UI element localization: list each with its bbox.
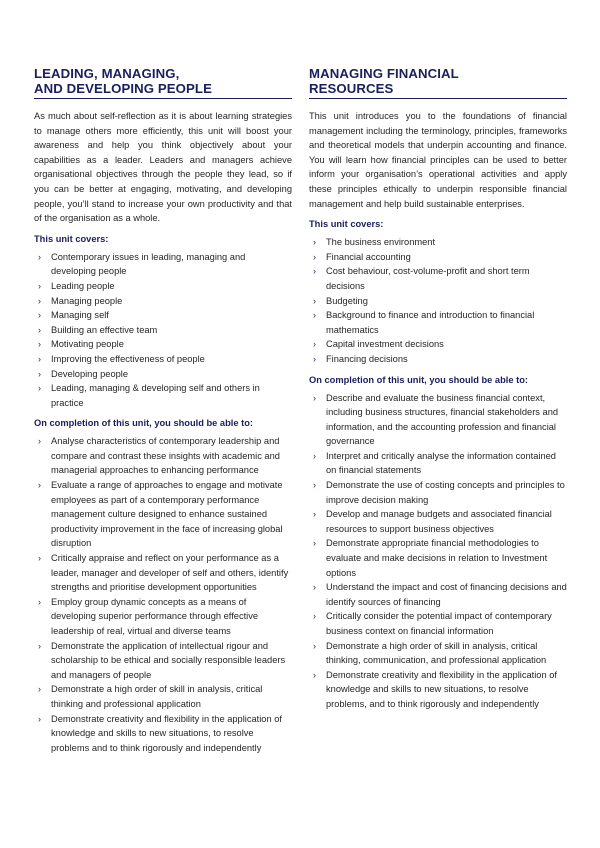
chevron-right-icon: ›: [313, 295, 316, 306]
unit-title: [309, 67, 567, 99]
list-item: [34, 712, 292, 756]
list-item: [34, 279, 292, 294]
list-item: [34, 434, 292, 478]
chevron-right-icon: ›: [38, 353, 41, 364]
unit-intro: As much about self-reflection as it is about learning strategies to manage others more efficiently, this unit will boost your awareness and help you think objectively about your capabilities as a leader. Leaders and managers achieve organisational objectives through the people they lead, so if you can be better at engaging, motivating, and developing people, you’ll stand to increase your own productivity and that of the organisation as a whole.: [34, 111, 292, 224]
list-item-text: Demonstrate the use of costing concepts and principles to improve decision making: [326, 480, 565, 505]
chevron-right-icon: ›: [38, 324, 41, 335]
list-item: [34, 682, 292, 711]
list-item: [309, 250, 567, 265]
list-item-text: Improving the effectiveness of people: [51, 353, 205, 364]
unit-intro: This unit introduces you to the foundations of financial management including the terminology, principles, frameworks and theoretical models that underpin accounting and finance. You will learn how financial principles can be used to better inform your organisation’s operational activities and apply these principles ethically to underpin responsible financial management and help build sustainable enterprises.: [309, 111, 567, 209]
chevron-right-icon: ›: [313, 669, 316, 680]
chevron-right-icon: ›: [313, 251, 316, 262]
list-item-text: Demonstrate the application of intellectual rigour and scholarship to be ethical and socially responsible leaders and managers of people: [51, 640, 286, 680]
chevron-right-icon: ›: [38, 480, 41, 491]
list-item: [309, 639, 567, 668]
unit-title-line1: MANAGING FINANCIAL: [309, 66, 459, 81]
list-item-text: Cost behaviour, cost-volume-profit and short term decisions: [326, 266, 530, 291]
chevron-right-icon: ›: [313, 480, 316, 491]
list-item: [309, 609, 567, 638]
chevron-right-icon: ›: [313, 237, 316, 248]
list-item-text: Managing self: [51, 310, 109, 321]
chevron-right-icon: ›: [38, 280, 41, 291]
list-item: [309, 478, 567, 507]
outcomes-list: [309, 391, 567, 712]
covers-heading: This unit covers:: [34, 233, 109, 244]
list-item: [34, 381, 292, 410]
list-item: [309, 264, 567, 293]
list-item-text: Motivating people: [51, 339, 124, 350]
list-item: [34, 595, 292, 639]
list-item: [309, 294, 567, 309]
list-item-text: Developing people: [51, 368, 129, 379]
list-item: [34, 367, 292, 382]
chevron-right-icon: ›: [313, 538, 316, 549]
unit-title-line2: AND DEVELOPING PEOPLE: [34, 80, 212, 96]
list-item-text: The business environment: [326, 237, 436, 248]
list-item: [309, 580, 567, 609]
list-item-text: Managing people: [51, 295, 123, 306]
list-item-text: Demonstrate creativity and flexibility in the application of knowledge and skills to new situations, to resolve problems, and to think rigorously and independently: [326, 669, 557, 709]
unit-managing-financial: [309, 67, 567, 712]
list-item: [34, 250, 292, 279]
list-item-text: Describe and evaluate the business financial context, including business structures, financial stakeholders and information, and the accounting profession and financial governance: [326, 392, 559, 447]
list-item-text: Demonstrate a high order of skill in analysis, critical thinking, communication, and professional application: [326, 640, 547, 666]
chevron-right-icon: ›: [38, 436, 41, 447]
chevron-right-icon: ›: [313, 450, 316, 461]
chevron-right-icon: ›: [38, 713, 41, 724]
chevron-right-icon: ›: [313, 582, 316, 593]
list-item-text: Evaluate a range of approaches to engage and motivate employees as part of a contemporary performance management culture designed to enhance sustained productivity improvement in the face of increasing global disruption: [51, 480, 283, 549]
list-item: [309, 391, 567, 449]
list-item-text: Interpret and critically analyse the information contained on financial statements: [326, 450, 556, 476]
chevron-right-icon: ›: [38, 339, 41, 350]
outcomes-heading: On completion of this unit, you should be able to:: [34, 418, 253, 429]
unit-leading-managing: [34, 67, 292, 755]
outcomes-list: [34, 434, 292, 755]
list-item: [34, 639, 292, 683]
chevron-right-icon: ›: [38, 640, 41, 651]
list-item: [34, 337, 292, 352]
list-item: [309, 668, 567, 712]
list-item-text: Background to finance and introduction to financial mathematics: [326, 310, 535, 335]
chevron-right-icon: ›: [313, 310, 316, 321]
list-item: [309, 449, 567, 478]
list-item: [34, 551, 292, 595]
list-item: [309, 536, 567, 580]
list-item-text: Employ group dynamic concepts as a means of developing superior performance through effective leadership of real, virtual and diverse teams: [51, 596, 259, 636]
list-item-text: Building an effective team: [51, 324, 158, 335]
list-item: [34, 352, 292, 367]
list-item: [34, 308, 292, 323]
chevron-right-icon: ›: [313, 353, 316, 364]
list-item-text: Budgeting: [326, 295, 368, 306]
chevron-right-icon: ›: [38, 553, 41, 564]
list-item-text: Analyse characteristics of contemporary leadership and compare and contrast these insights with academic and managerial approaches to enhancing performance: [51, 436, 280, 476]
chevron-right-icon: ›: [313, 611, 316, 622]
list-item: [309, 308, 567, 337]
list-item-text: Demonstrate a high order of skill in analysis, critical thinking and professional application: [51, 684, 263, 709]
chevron-right-icon: ›: [313, 509, 316, 520]
list-item: [309, 337, 567, 352]
list-item-text: Leading people: [51, 280, 115, 291]
list-item-text: Contemporary issues in leading, managing and developing people: [51, 251, 246, 277]
list-item-text: Critically appraise and reflect on your performance as a leader, manager and developer of self and others, identify strengths and prioritise development opportunities: [51, 553, 289, 593]
list-item: [34, 323, 292, 338]
chevron-right-icon: ›: [38, 684, 41, 695]
list-item: [34, 294, 292, 309]
list-item: [309, 352, 567, 367]
list-item: [309, 235, 567, 250]
list-item-text: Demonstrate appropriate financial methodologies to evaluate and make decisions in relation to Investment options: [326, 538, 548, 578]
covers-list: [309, 235, 567, 366]
chevron-right-icon: ›: [313, 339, 316, 350]
covers-heading: This unit covers:: [309, 219, 384, 230]
list-item-text: Critically consider the potential impact of contemporary business context on financial information: [326, 611, 552, 636]
chevron-right-icon: ›: [313, 392, 316, 403]
list-item-text: Financing decisions: [326, 353, 408, 364]
list-item: [34, 478, 292, 551]
unit-title-line2: RESOURCES: [309, 80, 394, 96]
unit-title-line1: LEADING, MANAGING,: [34, 66, 180, 81]
unit-title: [34, 67, 292, 99]
chevron-right-icon: ›: [38, 383, 41, 394]
covers-list: [34, 250, 292, 411]
chevron-right-icon: ›: [38, 368, 41, 379]
chevron-right-icon: ›: [38, 251, 41, 262]
chevron-right-icon: ›: [38, 596, 41, 607]
list-item-text: Develop and manage budgets and associated financial resources to support business objectives: [326, 509, 552, 534]
chevron-right-icon: ›: [38, 295, 41, 306]
chevron-right-icon: ›: [38, 310, 41, 321]
list-item-text: Capital investment decisions: [326, 339, 444, 350]
outcomes-heading: On completion of this unit, you should be able to:: [309, 374, 528, 385]
chevron-right-icon: ›: [313, 640, 316, 651]
list-item-text: Financial accounting: [326, 251, 411, 262]
list-item-text: Leading, managing & developing self and others in practice: [51, 383, 260, 408]
chevron-right-icon: ›: [313, 266, 316, 277]
list-item-text: Demonstrate creativity and flexibility in the application of knowledge and skills to new situations, to resolve problems and to think rigorously and independently: [51, 713, 282, 753]
list-item: [309, 507, 567, 536]
list-item-text: Understand the impact and cost of financing decisions and identify sources of financing: [326, 582, 567, 607]
